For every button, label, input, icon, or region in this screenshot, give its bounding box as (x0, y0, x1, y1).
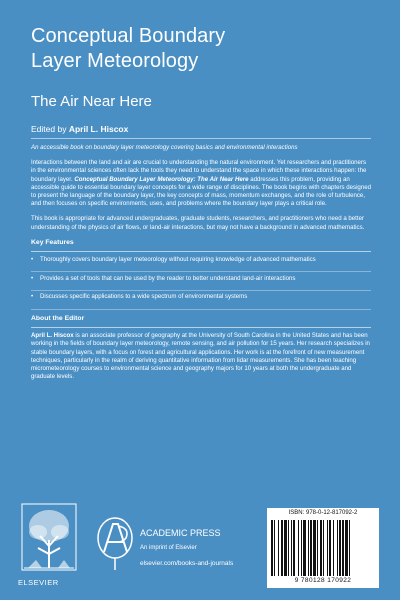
about-editor-divider (31, 327, 371, 328)
editor-bio-name: April L. Hiscox (31, 332, 74, 340)
key-features-divider (31, 251, 371, 252)
academic-press-logo-icon (96, 516, 134, 572)
book-title-line-2: Layer Meteorology (31, 50, 199, 72)
description-paragraph-1 (31, 159, 371, 208)
feature-separator (31, 271, 371, 272)
editor-bio-text: is an associate professor of geography at the University of South Carolina in the United States and has been working in the fields of boundary layer meteorology, remote sensing, and air pollution for 15 years. Her research specializes in stable boundary layers, with a focus on forest and agricultural applications. Her work is at the forefront of new measurement techniques, particularly in the realm of deriving quantitative information from lidar measurements. She has been teaching micrometeorology courses to environmental science and geography majors for 10 years at both the undergraduate and graduate levels. (31, 332, 370, 381)
imprint-text: An imprint of Elsevier (140, 545, 197, 551)
book-title-line-1: Conceptual Boundary (31, 25, 226, 47)
about-editor-heading: About the Editor (31, 315, 85, 323)
isbn-barcode (267, 508, 379, 588)
description-text-b: addresses this problem, providing an accessible guide to essential boundary layer concepts for a wide range of disciplines. The book begins with chapters designed to present the language of the boundary layer, the key concepts of mass, momentum exchanges, and the role of turbulence, and then focuses on specific environments, uses, and problems where the boundary layer plays a critical role. (31, 175, 371, 208)
elsevier-tree-logo-icon (20, 502, 78, 578)
isbn-label: ISBN: 978-0-12-817092-2 (288, 510, 358, 516)
key-features-heading: Key Features (31, 238, 74, 246)
publisher-url: elsevier.com/books-and-journals (140, 560, 234, 567)
editor-name: April L. Hiscox (68, 124, 129, 134)
editor-bio (31, 332, 371, 381)
key-feature-item: • Discusses specific applications to a wide spectrum of environmental systems (31, 293, 371, 301)
description-text-a: Interactions between the land and air are crucial to understanding the natural environment. Yet researchers and practitioners in the environmental sciences often lack the tools they need to understand the space in which these interactions happen: the boundary layer. (31, 159, 367, 183)
academic-press-name: ACADEMIC PRESS (140, 528, 221, 538)
elsevier-wordmark: ELSEVIER (18, 578, 59, 587)
feature-separator (31, 309, 371, 310)
editor-credit (31, 124, 128, 134)
key-feature-item: • Provides a set of tools that can be used by the reader to better understand land-air interactions (31, 275, 371, 283)
barcode-bars-icon (271, 520, 375, 576)
barcode-number: 9 780128 170922 (294, 577, 352, 584)
description-book-title: Conceptual Boundary Layer Meteorology: The Air Near Here (74, 175, 249, 183)
description-paragraph-2: This book is appropriate for advanced undergraduates, graduate students, researchers, and practitioners who need a better understanding of the physics of air flows, or land-air interactions, but may not have a background in advanced mathematics. (31, 215, 365, 231)
back-cover-body (31, 144, 371, 388)
feature-separator (31, 290, 371, 291)
book-title (31, 24, 381, 74)
key-feature-item: • Thoroughly covers boundary layer meteorology without requiring knowledge of advanced mathematics (31, 256, 371, 264)
book-subtitle: The Air Near Here (31, 93, 152, 110)
edited-by-label: Edited by (31, 124, 67, 134)
tagline: An accessible book on boundary layer meteorology covering basics and environmental interactions (31, 144, 298, 151)
title-divider (31, 138, 371, 139)
